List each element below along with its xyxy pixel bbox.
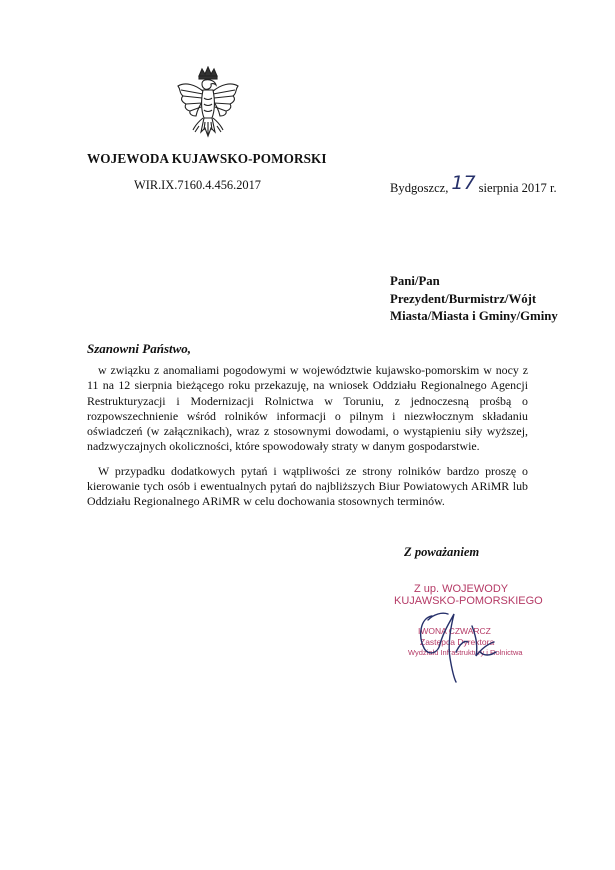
stamp-line: IWONA CZWARCZ bbox=[418, 626, 491, 636]
white-eagle-emblem-icon bbox=[175, 66, 241, 146]
stamp-line: Zastępca Dyrektora bbox=[420, 637, 495, 647]
stamp-line: Z up. WOJEWODY bbox=[414, 583, 509, 595]
date-day-handwritten: 17 bbox=[451, 172, 476, 194]
recipient-line: Pani/Pan bbox=[390, 274, 440, 288]
salutation: Szanowni Państwo, bbox=[87, 341, 192, 356]
closing: Z poważaniem bbox=[404, 545, 480, 559]
body-paragraph: W przypadku dodatkowych pytań i wątpliwości ze strony rolników bardzo proszę o kierowanie tych osób i ewentualnych pytań do najbliższych Biur Powiatowych ARiMR lub Oddziału Regionalnego ARiMR w celu dochowania stosownych terminów. bbox=[87, 463, 528, 509]
date-place: Bydgoszcz, bbox=[390, 181, 449, 195]
recipient-line: Prezydent/Burmistrz/Wójt bbox=[390, 291, 537, 306]
body-paragraph: w związku z anomaliami pogodowymi w województwie kujawsko-pomorskim w nocy z 11 na 12 sierpnia bieżącego roku przekazuję, na wniosek Oddziału Regionalnego Agencji Restrukturyzacji i Modernizacji Rolnictwa w Toruniu, z jednoczesną prośbą o rozpowszechnienie wśród rolników informacji o pilnym i niezwłocznym składaniu oświadczeń (w załącznikach), wraz z stosownymi dowodami, o wystąpieniu siły wyższej, nadzwyczajnych okoliczności, które spowodowały straty w danym gospodarstwie. bbox=[87, 363, 528, 454]
handwritten-signature-icon bbox=[410, 596, 510, 686]
letter-body bbox=[87, 363, 528, 519]
date-month-year: sierpnia 2017 r. bbox=[478, 181, 557, 195]
stamp-line: KUJAWSKO-POMORSKIEGO bbox=[394, 595, 543, 607]
office-name: WOJEWODA KUJAWSKO-POMORSKI bbox=[87, 151, 327, 166]
reference-number: WIR.IX.7160.4.456.2017 bbox=[134, 178, 261, 192]
recipient-block bbox=[390, 273, 558, 326]
recipient-line: Miasta/Miasta i Gminy/Gminy bbox=[390, 309, 558, 323]
place-date bbox=[390, 172, 557, 197]
stamp-line: Wydziału Infrastruktury i Rolnictwa bbox=[408, 648, 523, 657]
